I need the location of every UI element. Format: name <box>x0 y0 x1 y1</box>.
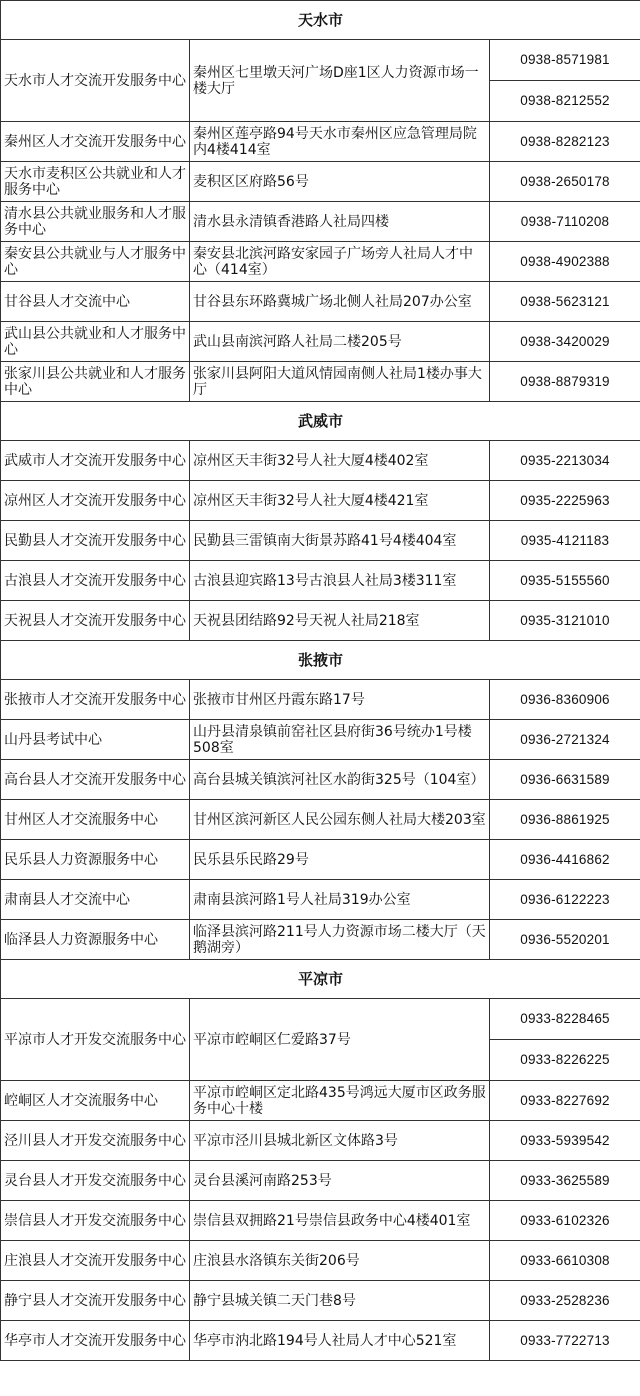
center-name-cell: 天水市人才交流开发服务中心 <box>1 40 190 122</box>
center-name-cell: 秦安县公共就业与人才服务中心 <box>1 242 190 282</box>
center-name-cell: 民乐县人力资源服务中心 <box>1 840 190 880</box>
table-row <box>1 122 640 162</box>
address-cell: 天祝县团结路92号天祝人社局218室 <box>190 601 490 641</box>
address-cell: 秦安县北滨河路安家园子广场旁人社局人才中心（414室） <box>190 242 490 282</box>
phone-cell: 0935-3121010 <box>490 601 640 641</box>
center-name-cell: 平凉市人才开发交流服务中心 <box>1 999 190 1081</box>
phone-cell: 0938-2650178 <box>490 162 640 202</box>
center-name-cell: 武山县公共就业和人才服务中心 <box>1 322 190 362</box>
center-name-cell: 古浪县人才交流开发服务中心 <box>1 561 190 601</box>
section-header-row <box>1 1 640 40</box>
table-row <box>1 1321 640 1361</box>
city-heading: 武威市 <box>1 402 640 441</box>
address-cell: 麦积区区府路56号 <box>190 162 490 202</box>
table-row <box>1 322 640 362</box>
phone-cell: 0933-6610308 <box>490 1241 640 1281</box>
table-row <box>1 760 640 800</box>
address-cell: 临泽县滨河路211号人力资源市场二楼大厅（天鹅湖旁） <box>190 920 490 960</box>
address-cell: 甘谷县东环路冀城广场北侧人社局207办公室 <box>190 282 490 322</box>
phone-cell: 0933-7722713 <box>490 1321 640 1361</box>
center-name-cell: 凉州区人才交流开发服务中心 <box>1 481 190 521</box>
city-heading: 平凉市 <box>1 960 640 999</box>
phone-cell: 0935-2225963 <box>490 481 640 521</box>
section-header-row <box>1 641 640 680</box>
center-name-cell: 高台县人才交流开发服务中心 <box>1 760 190 800</box>
phone-cell: 0938-8282123 <box>490 122 640 162</box>
phone-cell: 0933-5939542 <box>490 1121 640 1161</box>
table-row <box>1 880 640 920</box>
table-row <box>1 441 640 481</box>
center-name-cell: 天水市麦积区公共就业和人才服务中心 <box>1 162 190 202</box>
address-cell: 平凉市崆峒区定北路435号鸿远大厦市区政务服务中心十楼 <box>190 1081 490 1121</box>
table-row <box>1 481 640 521</box>
section-header-row <box>1 402 640 441</box>
phone-cell: 0938-5623121 <box>490 282 640 322</box>
phone-cell: 0933-8226225 <box>490 1040 640 1081</box>
center-name-cell: 崆峒区人才交流服务中心 <box>1 1081 190 1121</box>
address-cell: 张家川县阿阳大道风情园南侧人社局1楼办事大厅 <box>190 362 490 402</box>
phone-cell: 0936-6631589 <box>490 760 640 800</box>
address-cell: 甘州区滨河新区人民公园东侧人社局大楼203室 <box>190 800 490 840</box>
address-cell: 秦州区七里墩天河广场D座1区人力资源市场一楼大厅 <box>190 40 490 122</box>
table-row <box>1 720 640 760</box>
section-header-row <box>1 960 640 999</box>
table-row <box>1 1081 640 1121</box>
phone-cell: 0938-8879319 <box>490 362 640 402</box>
address-cell: 民勤县三雷镇南大街景苏路41号4楼404室 <box>190 521 490 561</box>
address-cell: 古浪县迎宾路13号古浪县人社局3楼311室 <box>190 561 490 601</box>
table-row <box>1 40 640 81</box>
phone-cell: 0938-8212552 <box>490 81 640 122</box>
center-name-cell: 甘谷县人才交流中心 <box>1 282 190 322</box>
address-cell: 崇信县双拥路21号崇信县政务中心4楼401室 <box>190 1201 490 1241</box>
table-row <box>1 561 640 601</box>
center-name-cell: 肃南县人才交流中心 <box>1 880 190 920</box>
phone-cell: 0935-2213034 <box>490 441 640 481</box>
table-row <box>1 162 640 202</box>
phone-cell: 0936-2721324 <box>490 720 640 760</box>
center-name-cell: 秦州区人才交流开发服务中心 <box>1 122 190 162</box>
address-cell: 肃南县滨河路1号人社局319办公室 <box>190 880 490 920</box>
table-row <box>1 920 640 960</box>
phone-cell: 0933-6102326 <box>490 1201 640 1241</box>
address-cell: 秦州区莲亭路94号天水市秦州区应急管理局院内4楼414室 <box>190 122 490 162</box>
center-name-cell: 庄浪县人才交流开发服务中心 <box>1 1241 190 1281</box>
center-name-cell: 武威市人才交流开发服务中心 <box>1 441 190 481</box>
table-row <box>1 282 640 322</box>
address-cell: 平凉市泾川县城北新区文体路3号 <box>190 1121 490 1161</box>
table-row <box>1 1121 640 1161</box>
center-name-cell: 崇信县人才开发交流服务中心 <box>1 1201 190 1241</box>
address-cell: 平凉市崆峒区仁爱路37号 <box>190 999 490 1081</box>
address-cell: 武山县南滨河路人社局二楼205号 <box>190 322 490 362</box>
center-name-cell: 清水县公共就业服务和人才服务中心 <box>1 202 190 242</box>
address-cell: 民乐县乐民路29号 <box>190 840 490 880</box>
center-name-cell: 甘州区人才交流服务中心 <box>1 800 190 840</box>
phone-cell: 0935-4121183 <box>490 521 640 561</box>
table-row <box>1 800 640 840</box>
phone-cell: 0936-5520201 <box>490 920 640 960</box>
address-cell: 高台县城关镇滨河社区水韵街325号（104室） <box>190 760 490 800</box>
center-name-cell: 山丹县考试中心 <box>1 720 190 760</box>
table-row <box>1 1241 640 1281</box>
center-name-cell: 张家川县公共就业和人才服务中心 <box>1 362 190 402</box>
table-row <box>1 521 640 561</box>
table-row <box>1 362 640 402</box>
table-row <box>1 999 640 1040</box>
phone-cell: 0938-8571981 <box>490 40 640 81</box>
city-heading: 张掖市 <box>1 641 640 680</box>
address-cell: 山丹县清泉镇前窑社区县府街36号统办1号楼508室 <box>190 720 490 760</box>
table-row <box>1 1281 640 1321</box>
center-name-cell: 天祝县人才交流开发服务中心 <box>1 601 190 641</box>
table-row <box>1 202 640 242</box>
phone-cell: 0933-3625589 <box>490 1161 640 1201</box>
address-cell: 张掖市甘州区丹霞东路17号 <box>190 680 490 720</box>
address-cell: 清水县永清镇香港路人社局四楼 <box>190 202 490 242</box>
center-name-cell: 灵台县人才开发交流服务中心 <box>1 1161 190 1201</box>
center-name-cell: 静宁县人才交流开发服务中心 <box>1 1281 190 1321</box>
table-row <box>1 680 640 720</box>
address-cell: 凉州区天丰街32号人社大厦4楼402室 <box>190 441 490 481</box>
phone-cell: 0936-6122223 <box>490 880 640 920</box>
phone-cell: 0936-8360906 <box>490 680 640 720</box>
phone-cell: 0938-7110208 <box>490 202 640 242</box>
phone-cell: 0933-2528236 <box>490 1281 640 1321</box>
table-row <box>1 601 640 641</box>
phone-cell: 0938-3420029 <box>490 322 640 362</box>
table-row <box>1 1201 640 1241</box>
address-cell: 凉州区天丰街32号人社大厦4楼421室 <box>190 481 490 521</box>
phone-cell: 0935-5155560 <box>490 561 640 601</box>
center-name-cell: 临泽县人力资源服务中心 <box>1 920 190 960</box>
phone-cell: 0933-8228465 <box>490 999 640 1040</box>
phone-cell: 0933-8227692 <box>490 1081 640 1121</box>
phone-cell: 0936-4416862 <box>490 840 640 880</box>
city-heading: 天水市 <box>1 1 640 40</box>
address-cell: 静宁县城关镇二天门巷8号 <box>190 1281 490 1321</box>
center-name-cell: 泾川县人才开发交流服务中心 <box>1 1121 190 1161</box>
center-name-cell: 华亭市人才交流开发服务中心 <box>1 1321 190 1361</box>
table-row <box>1 242 640 282</box>
address-cell: 灵台县溪河南路253号 <box>190 1161 490 1201</box>
phone-cell: 0936-8861925 <box>490 800 640 840</box>
table-body <box>1 1 640 1361</box>
center-name-cell: 民勤县人才交流开发服务中心 <box>1 521 190 561</box>
phone-cell: 0938-4902388 <box>490 242 640 282</box>
address-cell: 庄浪县水洛镇东关街206号 <box>190 1241 490 1281</box>
table-row <box>1 840 640 880</box>
center-name-cell: 张掖市人才交流开发服务中心 <box>1 680 190 720</box>
table-row <box>1 1161 640 1201</box>
address-cell: 华亭市汭北路194号人社局人才中心521室 <box>190 1321 490 1361</box>
